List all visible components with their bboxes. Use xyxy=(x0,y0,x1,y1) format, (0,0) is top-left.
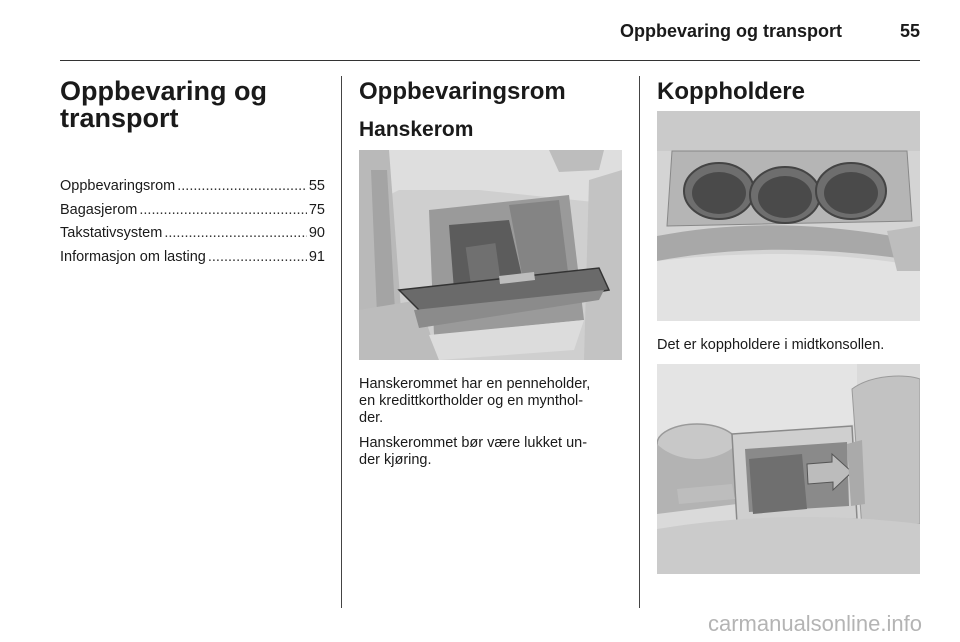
column-divider-left xyxy=(341,76,342,608)
toc-entry-title: Oppbevaringsrom xyxy=(60,178,176,194)
toc-entry-page: 75 xyxy=(308,201,325,218)
toc-entry[interactable] xyxy=(60,225,325,249)
glovebox-paragraph-2 xyxy=(359,435,624,469)
column-divider-right xyxy=(639,76,640,608)
toc-entry[interactable] xyxy=(60,178,325,202)
subsection-heading-glovebox: Hanskerom xyxy=(359,118,474,141)
toc-entry-page: 55 xyxy=(308,178,325,194)
chapter-toc xyxy=(60,178,325,272)
toc-entry-title: Takstativsystem xyxy=(60,225,163,241)
header-rule xyxy=(60,60,920,61)
toc-entry-title: Bagasjerom xyxy=(60,201,138,218)
chapter-title-line-1: Oppbevaring og xyxy=(60,76,268,106)
watermark: carmanualsonline.info xyxy=(707,611,922,636)
section-heading-cupholders: Koppholdere xyxy=(657,78,805,105)
cupholder-illustration xyxy=(657,111,920,321)
glovebox-paragraph-1 xyxy=(359,376,624,427)
toc-entry[interactable] xyxy=(60,202,325,226)
paragraph-line: der. xyxy=(359,410,384,426)
toc-entry-page: 91 xyxy=(308,248,325,265)
paragraph-line: Hanskerommet bør være lukket un- xyxy=(359,435,588,451)
glovebox-illustration xyxy=(359,150,622,360)
toc-leader-dots xyxy=(164,225,307,241)
paragraph-line: der kjøring. xyxy=(359,452,432,468)
cupholder-caption: Det er koppholdere i midtkonsollen. xyxy=(657,337,885,353)
chapter-title xyxy=(60,78,330,132)
section-heading-storage: Oppbevaringsrom xyxy=(359,78,566,105)
toc-entry-title: Informasjon om lasting xyxy=(60,248,206,265)
toc-leader-dots xyxy=(208,249,307,265)
toc-leader-dots xyxy=(177,178,307,194)
cupholder-console-illustration xyxy=(657,364,920,574)
toc-entry[interactable] xyxy=(60,249,325,273)
page-number: 55 xyxy=(899,21,920,41)
toc-leader-dots xyxy=(139,202,306,218)
chapter-title-line-2: transport xyxy=(60,103,179,133)
paragraph-line: Hanskerommet har en penneholder, xyxy=(359,376,591,392)
running-header-title: Oppbevaring og transport xyxy=(619,21,842,41)
toc-entry-page: 90 xyxy=(308,225,325,241)
paragraph-line: en kredittkortholder og en mynthol- xyxy=(359,393,584,409)
